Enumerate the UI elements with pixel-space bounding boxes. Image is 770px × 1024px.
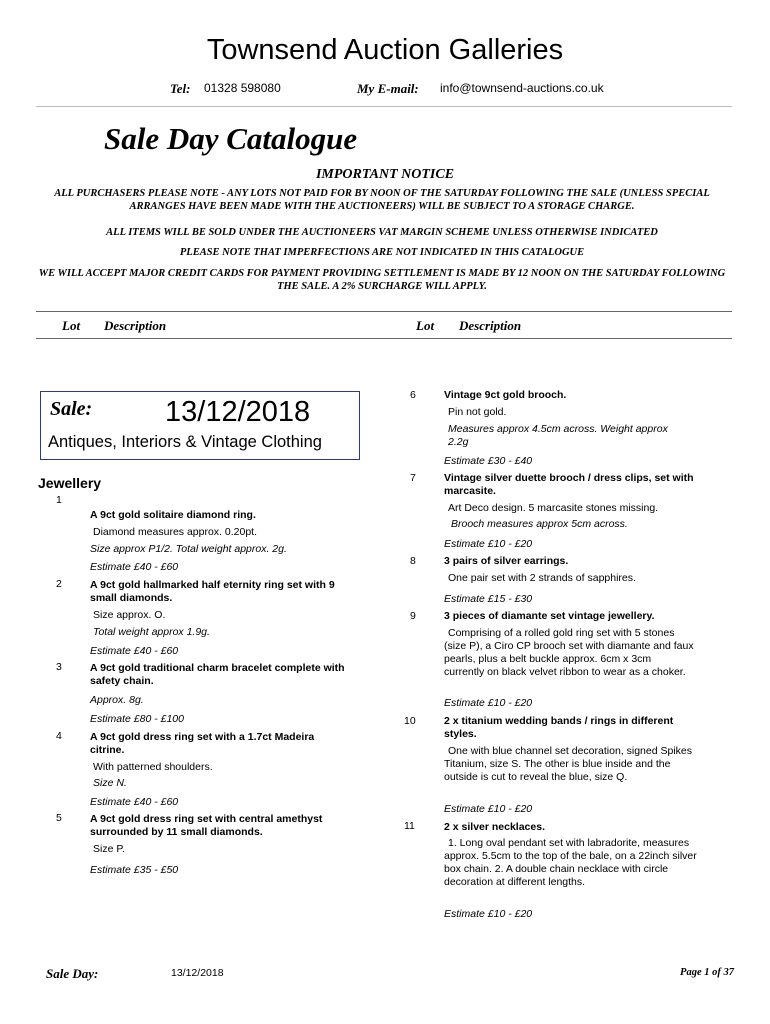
- lot-estimate: Estimate £40 - £60: [90, 796, 179, 808]
- lot-number: 9: [410, 610, 416, 622]
- lot-description: Pin not gold.: [448, 406, 507, 418]
- notice-heading: IMPORTANT NOTICE: [315, 167, 455, 182]
- lot-number: 10: [404, 715, 416, 727]
- lot-description: Size approx. O.: [93, 609, 166, 621]
- sale-label: Sale:: [50, 398, 93, 420]
- lot-estimate: Estimate £30 - £40: [444, 455, 533, 467]
- lot-description: Measures approx 4.5cm across. Weight approx 2.2g: [448, 423, 668, 448]
- lot-estimate: Estimate £35 - £50: [90, 864, 179, 876]
- header-divider: [36, 106, 732, 107]
- column-lot-right: Lot: [416, 318, 435, 333]
- lot-estimate: Estimate £10 - £20: [444, 908, 533, 920]
- lot-title: Vintage 9ct gold brooch.: [444, 389, 567, 401]
- lot-number: 11: [404, 820, 415, 832]
- tel-value: 01328 598080: [204, 81, 281, 95]
- column-lot-left: Lot: [62, 318, 81, 333]
- lot-title: A 9ct gold hallmarked half eternity ring set with 9 small diamonds.: [90, 579, 335, 604]
- lot-number: 2: [56, 578, 62, 590]
- footer-sale-date: 13/12/2018: [171, 967, 224, 979]
- lot-title: A 9ct gold dress ring set with a 1.7ct Madeira citrine.: [90, 731, 315, 756]
- column-description-right: Description: [459, 318, 522, 333]
- lot-title: 2 x titanium wedding bands / rings in different styles.: [444, 715, 674, 740]
- lot-description: Diamond measures approx. 0.20pt.: [93, 526, 258, 538]
- notice-imperfections: PLEASE NOTE THAT IMPERFECTIONS ARE NOT INDICATED IN THIS CATALOGUE: [179, 247, 585, 258]
- lot-description: Total weight approx 1.9g.: [93, 626, 210, 638]
- lot-estimate: Estimate £10 - £20: [444, 538, 533, 550]
- lot-description: One pair set with 2 strands of sapphires.: [448, 572, 636, 584]
- footer-page-number: Page 1 of 37: [680, 967, 734, 978]
- lot-description: Approx. 8g.: [90, 694, 144, 706]
- lot-description: Size P.: [93, 843, 125, 855]
- lot-number: 1: [56, 494, 62, 506]
- lot-number: 7: [410, 472, 416, 484]
- lot-description: Brooch measures approx 5cm across.: [451, 518, 628, 530]
- sale-subtitle: Antiques, Interiors & Vintage Clothing: [48, 433, 322, 451]
- tel-label: Tel:: [170, 81, 191, 96]
- lot-title: A 9ct gold dress ring set with central amethyst surrounded by 11 small diamonds.: [90, 813, 323, 838]
- footer-sale-day-label: Sale Day:: [46, 966, 99, 981]
- lot-description: One with blue channel set decoration, signed Spikes Titanium, size S. The other is blue inside and the outside is cut to reveal the blue, size Q.: [444, 745, 692, 783]
- lot-description: Art Deco design. 5 marcasite stones missing.: [448, 502, 659, 514]
- lot-number: 3: [56, 661, 62, 673]
- section-heading: Jewellery: [38, 475, 102, 491]
- notice-storage: ALL PURCHASERS PLEASE NOTE - ANY LOTS NOT PAID FOR BY NOON OF THE SATURDAY FOLLOWING THE SALE (UNLESS SPECIAL ARRANGES HAVE BEEN MADE WITH THE AUCTIONEERS) WILL BE SUBJECT TO A STORAGE CHARGE.: [54, 188, 710, 212]
- lot-title: A 9ct gold solitaire diamond ring.: [90, 509, 256, 521]
- lot-number: 4: [56, 730, 62, 742]
- lot-title: Vintage silver duette brooch / dress clips, set with marcasite.: [444, 472, 694, 497]
- notice-payment: WE WILL ACCEPT MAJOR CREDIT CARDS FOR PAYMENT PROVIDING SETTLEMENT IS MADE BY 12 NOON ON THE SATURDAY FOLLOWING THE SALE. A 2% SURCHARGE WILL APPLY.: [38, 268, 726, 292]
- column-description-left: Description: [104, 318, 167, 333]
- lot-estimate: Estimate £40 - £60: [90, 561, 179, 573]
- lot-title: 2 x silver necklaces.: [444, 821, 545, 833]
- lot-estimate: Estimate £40 - £60: [90, 645, 179, 657]
- lot-title: A 9ct gold traditional charm bracelet complete with safety chain.: [90, 662, 345, 687]
- lot-estimate: Estimate £15 - £30: [444, 593, 533, 605]
- lot-description: With patterned shoulders.: [93, 761, 213, 773]
- lot-number: 5: [56, 812, 62, 824]
- lot-description: Size approx P1/2. Total weight approx. 2g.: [90, 543, 287, 555]
- lot-description: Size N.: [93, 777, 127, 789]
- company-title: Townsend Auction Galleries: [206, 34, 564, 66]
- column-header-bottom-rule: [36, 338, 732, 339]
- notice-vat: ALL ITEMS WILL BE SOLD UNDER THE AUCTIONEERS VAT MARGIN SCHEME UNLESS OTHERWISE INDICATED: [106, 227, 658, 238]
- lot-estimate: Estimate £80 - £100: [90, 713, 184, 725]
- lot-estimate: Estimate £10 - £20: [444, 697, 533, 709]
- lot-number: 8: [410, 555, 416, 567]
- lot-title: 3 pieces of diamante set vintage jewellery.: [444, 610, 655, 622]
- lot-description: Comprising of a rolled gold ring set with 5 stones (size P), a Ciro CP brooch set with diamante and faux pearls, plus a belt buckle approx. 6cm x 3cm currently on black velvet ribbon to wear as a choker.: [444, 627, 694, 678]
- lot-number: 6: [410, 389, 416, 401]
- sale-date: 13/12/2018: [165, 396, 311, 428]
- catalogue-title: Sale Day Catalogue: [104, 121, 358, 156]
- lot-estimate: Estimate £10 - £20: [444, 803, 533, 815]
- email-link[interactable]: info@townsend-auctions.co.uk: [440, 81, 604, 95]
- lot-description: 1. Long oval pendant set with labradorite, measures approx. 5.5cm to the top of the bale, on a 22inch silver box chain. 2. A double chain necklace with circle decoration at different lengths.: [444, 837, 697, 888]
- column-header-top-rule: [36, 311, 732, 312]
- email-label: My E-mail:: [357, 81, 419, 96]
- lot-title: 3 pairs of silver earrings.: [444, 555, 569, 567]
